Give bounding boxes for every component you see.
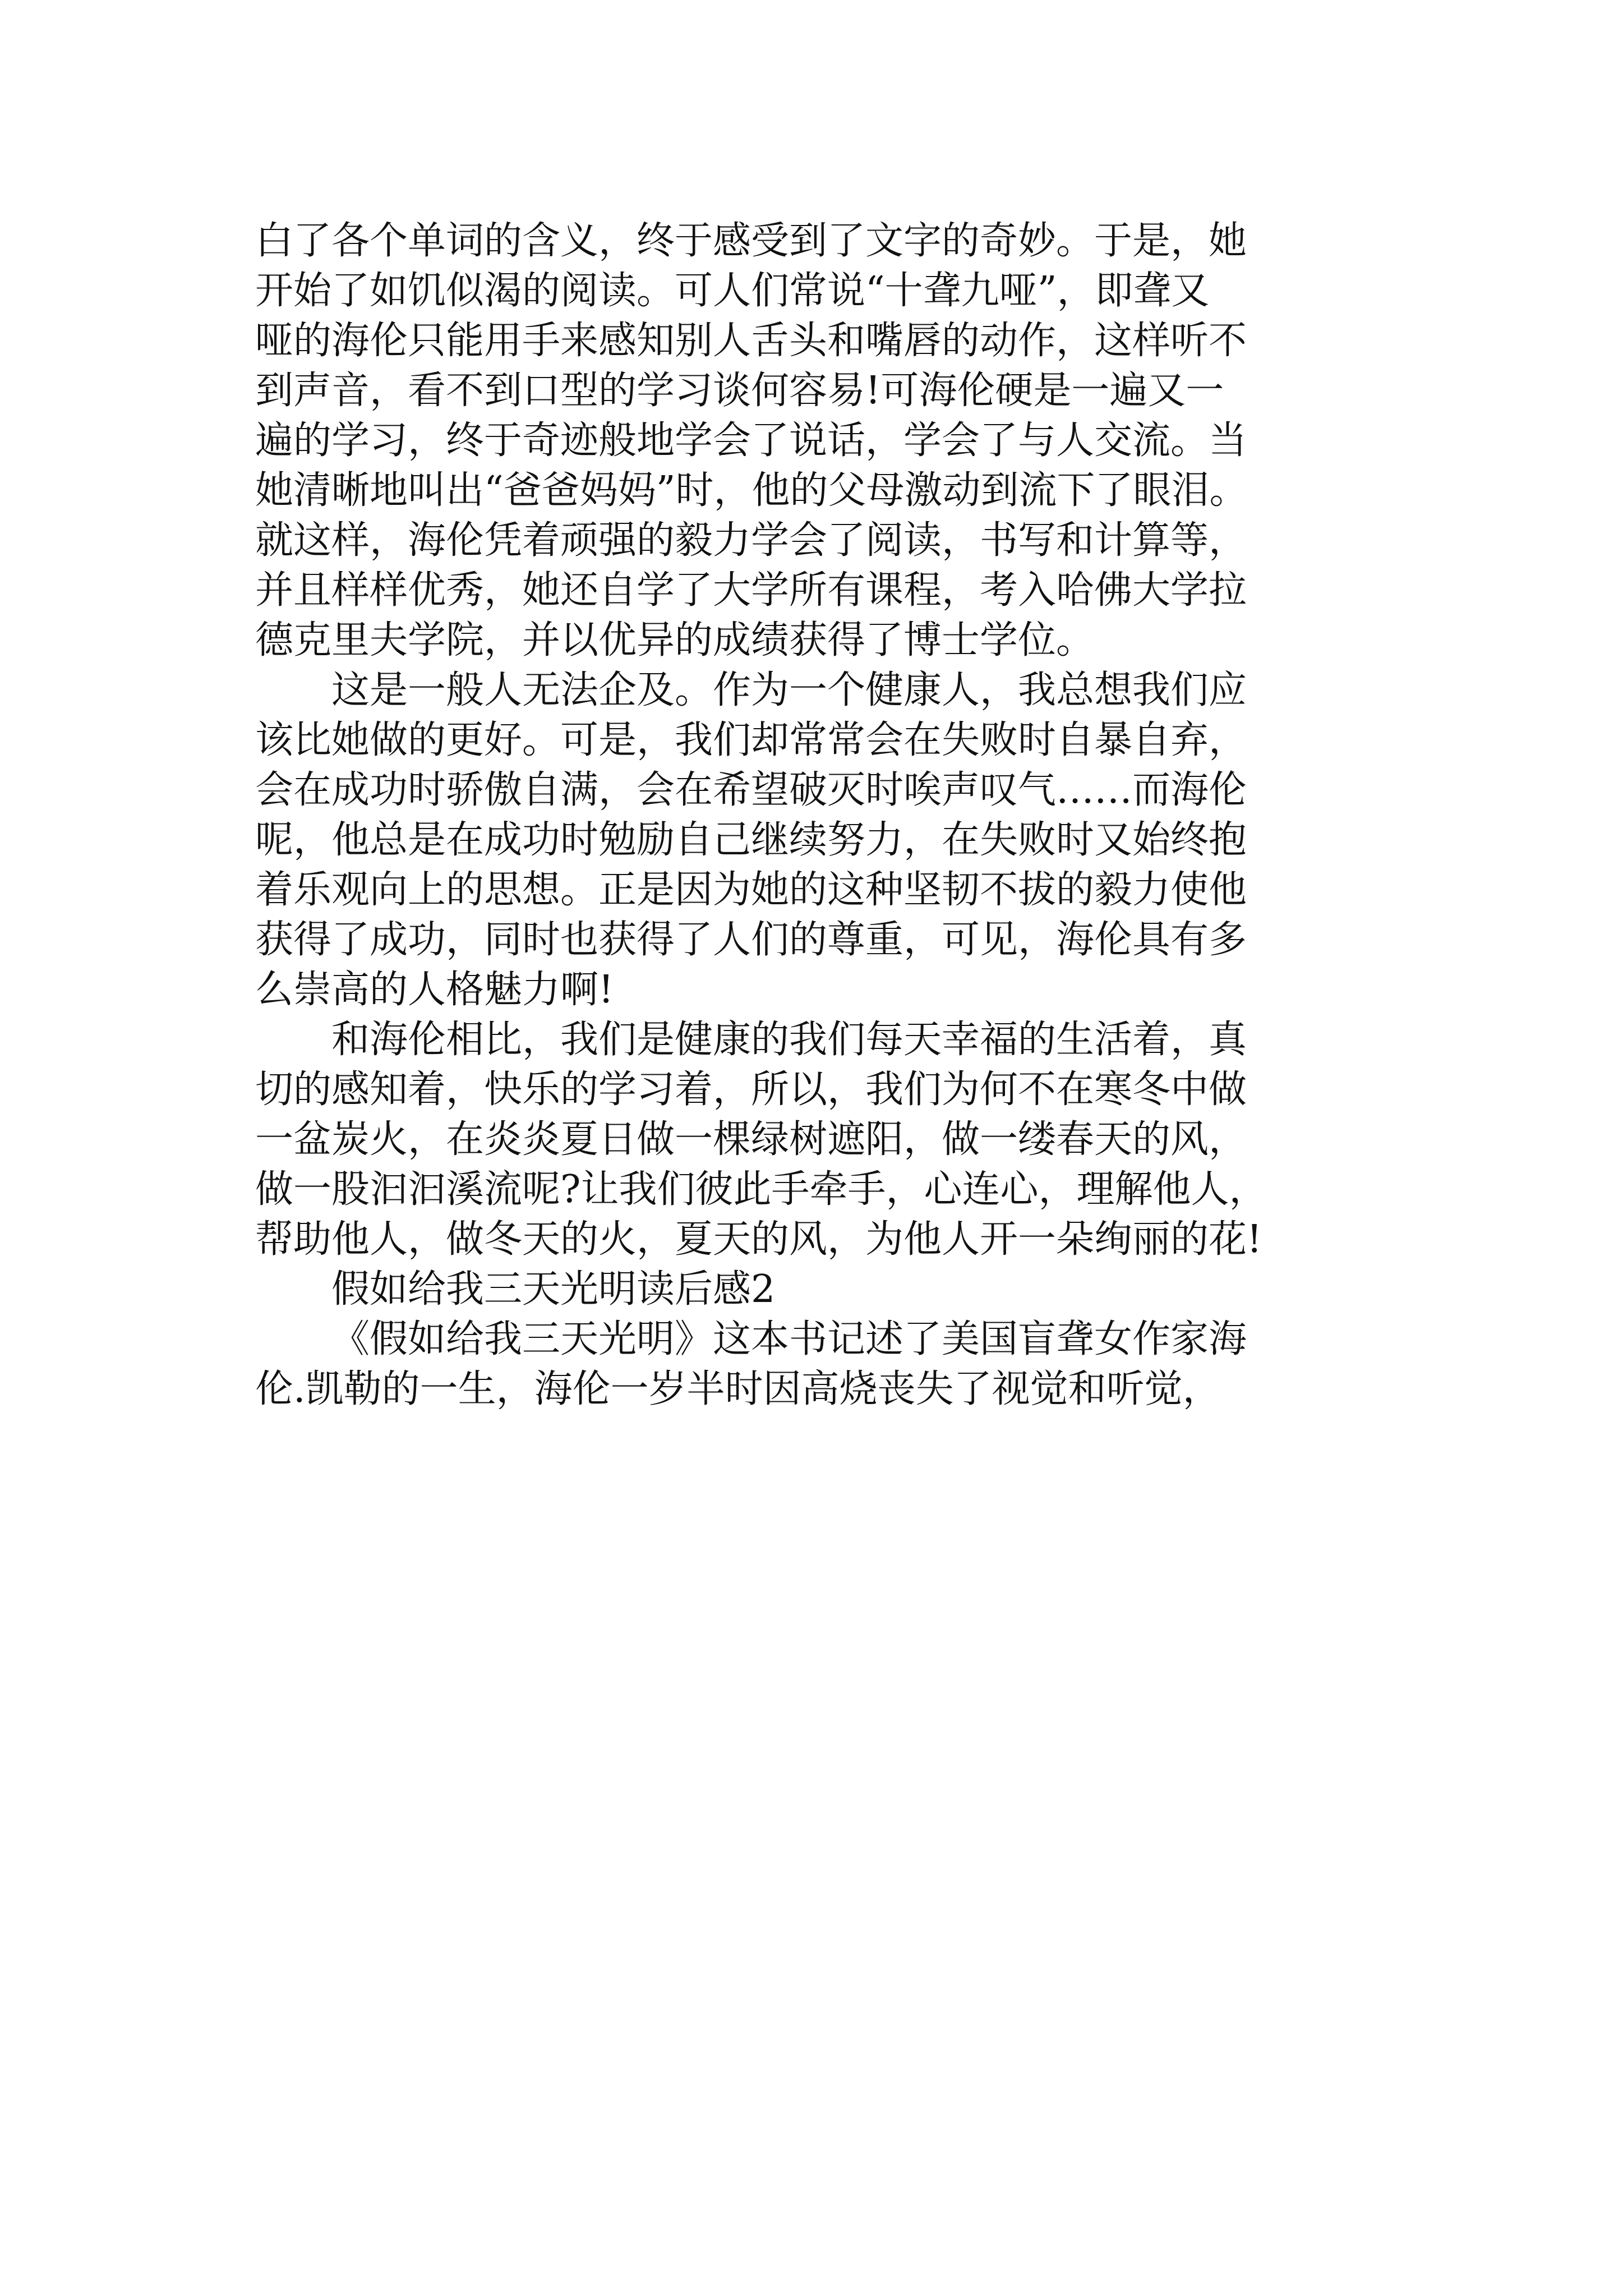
text-line: 哑的海伦只能用手来感知别人舌头和嘴唇的动作，这样听不 (255, 319, 1247, 363)
document-body (255, 216, 1388, 1414)
paragraph-4 (255, 1314, 1388, 1414)
text-line: 遍的学习，终于奇迹般地学会了说话，学会了与人交流。当 (255, 418, 1247, 463)
text-line: 白了各个单词的含义，终于感受到了文字的奇妙。于是，她 (255, 219, 1247, 263)
text-line: 《假如给我三天光明》这本书记述了美国盲聋女作家海 (331, 1317, 1247, 1361)
section-heading (255, 1264, 1388, 1314)
heading-line: 假如给我三天光明读后感2 (331, 1267, 776, 1312)
text-line: 呢，他总是在成功时勉励自己继续努力，在失败时又始终抱 (255, 818, 1247, 862)
text-line: 德克里夫学院，并以优异的成绩获得了博士学位。 (255, 618, 1095, 662)
text-line: 切的感知着，快乐的学习着，所以，我们为何不在寒冬中做 (255, 1068, 1247, 1112)
text-line: 就这样，海伦凭着顽强的毅力学会了阅读，书写和计算等， (255, 518, 1247, 563)
text-line: 伦.凯勒的一生，海伦一岁半时因高烧丧失了视觉和听觉， (255, 1367, 1221, 1411)
paragraph-2 (255, 665, 1388, 1015)
text-line: 帮助他人，做冬天的火，夏天的风，为他人开一朵绚丽的花! (255, 1217, 1262, 1262)
paragraph-3 (255, 1015, 1388, 1264)
text-line: 到声音，看不到口型的学习谈何容易!可海伦硬是一遍又一 (255, 369, 1224, 413)
text-line: 获得了成功，同时也获得了人们的尊重，可见，海伦具有多 (255, 918, 1247, 962)
text-line: 该比她做的更好。可是，我们却常常会在失败时自暴自弃， (255, 718, 1247, 762)
text-line: 着乐观向上的思想。正是因为她的这种坚韧不拔的毅力使他 (255, 868, 1247, 912)
text-line: 她清晰地叫出“爸爸妈妈”时，他的父母激动到流下了眼泪。 (255, 468, 1248, 513)
paragraph-1 (255, 216, 1388, 665)
text-line: 做一股汩汩溪流呢?让我们彼此手牵手，心连心，理解他人， (255, 1167, 1267, 1212)
text-line: 开始了如饥似渴的阅读。可人们常说“十聋九哑”，即聋又 (255, 269, 1210, 313)
text-line: 和海伦相比，我们是健康的我们每天幸福的生活着，真 (331, 1018, 1247, 1062)
text-line: 并且样样优秀，她还自学了大学所有课程，考入哈佛大学拉 (255, 568, 1247, 613)
text-line: 会在成功时骄傲自满，会在希望破灭时唉声叹气……而海伦 (255, 768, 1247, 812)
text-line: 这是一般人无法企及。作为一个健康人，我总想我们应 (331, 668, 1247, 712)
text-line: 么崇高的人格魅力啊! (255, 968, 614, 1012)
text-line: 一盆炭火，在炎炎夏日做一棵绿树遮阳，做一缕春天的风， (255, 1117, 1247, 1162)
